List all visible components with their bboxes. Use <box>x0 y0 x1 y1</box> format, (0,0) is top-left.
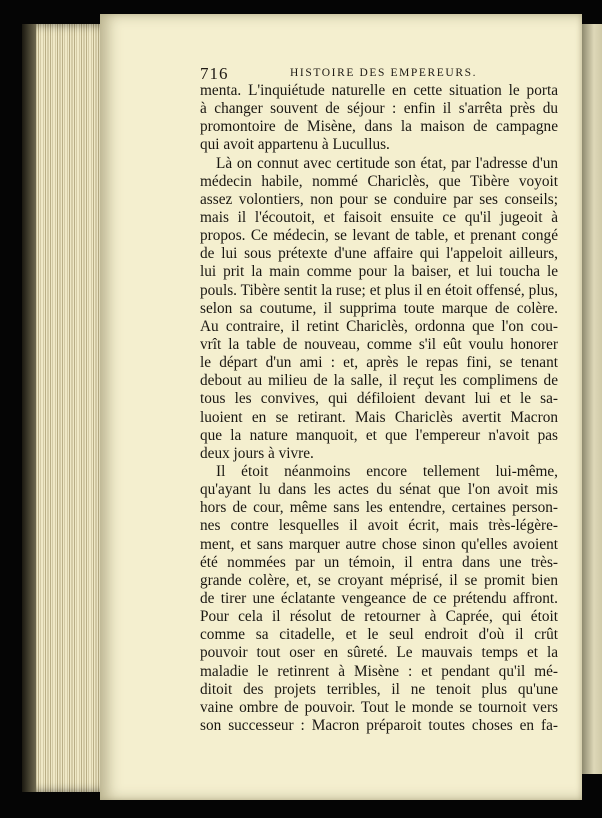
text-line: que la nature manquoit, et que l'empereur n'avoit pas <box>200 426 558 444</box>
body-text <box>200 82 558 735</box>
text-line: debout au milieu de la salle, il reçut les complimens de <box>200 372 558 390</box>
text-line: assez volontiers, non pour se conduire par ses conseils; <box>200 190 558 208</box>
text-line: médecin habile, nommé Chariclès, que Tibère voyoit <box>200 172 558 190</box>
text-line: Pour cela il résolut de retourner à Caprée, qui étoit <box>200 608 558 626</box>
text-line: propos. Ce médecin, se levant de table, et prenant congé <box>200 227 558 245</box>
text-line: grande colère, et, se croyant méprisé, il se promit bien <box>200 571 558 589</box>
text-line: de lui sous prétexte d'une affaire qui l'appeloit ailleurs, <box>200 245 558 263</box>
text-line: lui prit la main comme pour la baiser, et lui toucha le <box>200 263 558 281</box>
facing-page-edge <box>582 24 602 774</box>
text-line: mais il l'écoutoit, et faisoit ensuite ce qu'il jugeoit à <box>200 208 558 226</box>
page-number: 716 <box>200 64 229 83</box>
text-line: pouvoir tout oser en sûreté. Le mauvais temps et la <box>200 644 558 662</box>
text-line: luoient en se retirant. Mais Chariclès avertit Macron <box>200 408 558 426</box>
text-line: pouls. Tibère sentit la ruse; et plus il en étoit offensé, plus, <box>200 281 558 299</box>
text-line: promontoire de Misène, dans la maison de campagne <box>200 118 558 136</box>
binding-shadow <box>22 24 36 792</box>
text-line: qui avoit appartenu à Lucullus. <box>200 136 390 154</box>
text-line: menta. L'inquiétude naturelle en cette situation le porta <box>200 82 558 99</box>
text-line: été nommées par un témoin, il entra dans une très- <box>200 553 558 571</box>
page-header <box>200 64 558 82</box>
text-line: qu'ayant lu dans les actes du sénat que l'on avoit mis <box>200 481 558 499</box>
text-line: ditoit des projets terribles, il ne tenoit plus qu'une <box>200 680 558 698</box>
text-line: vrît la table de nouveau, comme s'il eût voulu honorer <box>200 335 558 353</box>
running-title: HISTOIRE DES EMPEREURS. <box>290 67 478 79</box>
text-line: comme sa citadelle, et le seul endroit d'où il crût <box>200 626 558 644</box>
text-line: Là on connut avec certitude son état, par l'adresse d'un <box>216 154 558 172</box>
text-line: selon sa coutume, il supprima toute marque de colère. <box>200 299 558 317</box>
text-line: ment, et sans marquer autre chose sinon qu'elles avoient <box>200 535 558 553</box>
text-line: hors de cour, même sans les entendre, certaines person- <box>200 499 558 517</box>
text-line: Il étoit néanmoins encore tellement lui-même, <box>216 462 558 480</box>
text-line: vaine ombre de pouvoir. Tout le monde se tournoit vers <box>200 698 558 716</box>
text-line: deux jours à vivre. <box>200 444 314 462</box>
text-line: nes contre lesquelles il avoit écrit, mais très-légère- <box>200 517 558 535</box>
text-line: à changer souvent de séjour : enfin il s'arrêta près du <box>200 100 558 118</box>
text-line: Au contraire, il retint Chariclès, ordonna que l'on cou- <box>200 317 558 335</box>
text-line: tous les convives, qui défiloient devant lui et le sa- <box>200 390 558 408</box>
text-line: de tirer une éclatante vengeance de ce prétendu affront. <box>200 589 558 607</box>
text-line: son successeur : Macron préparoit toutes choses en fa- <box>200 716 558 734</box>
text-line: maladie le retinrent à Misène : et pendant qu'il mé- <box>200 662 558 680</box>
text-line: le départ d'un ami : et, après le repas fini, se tenant <box>200 354 558 372</box>
